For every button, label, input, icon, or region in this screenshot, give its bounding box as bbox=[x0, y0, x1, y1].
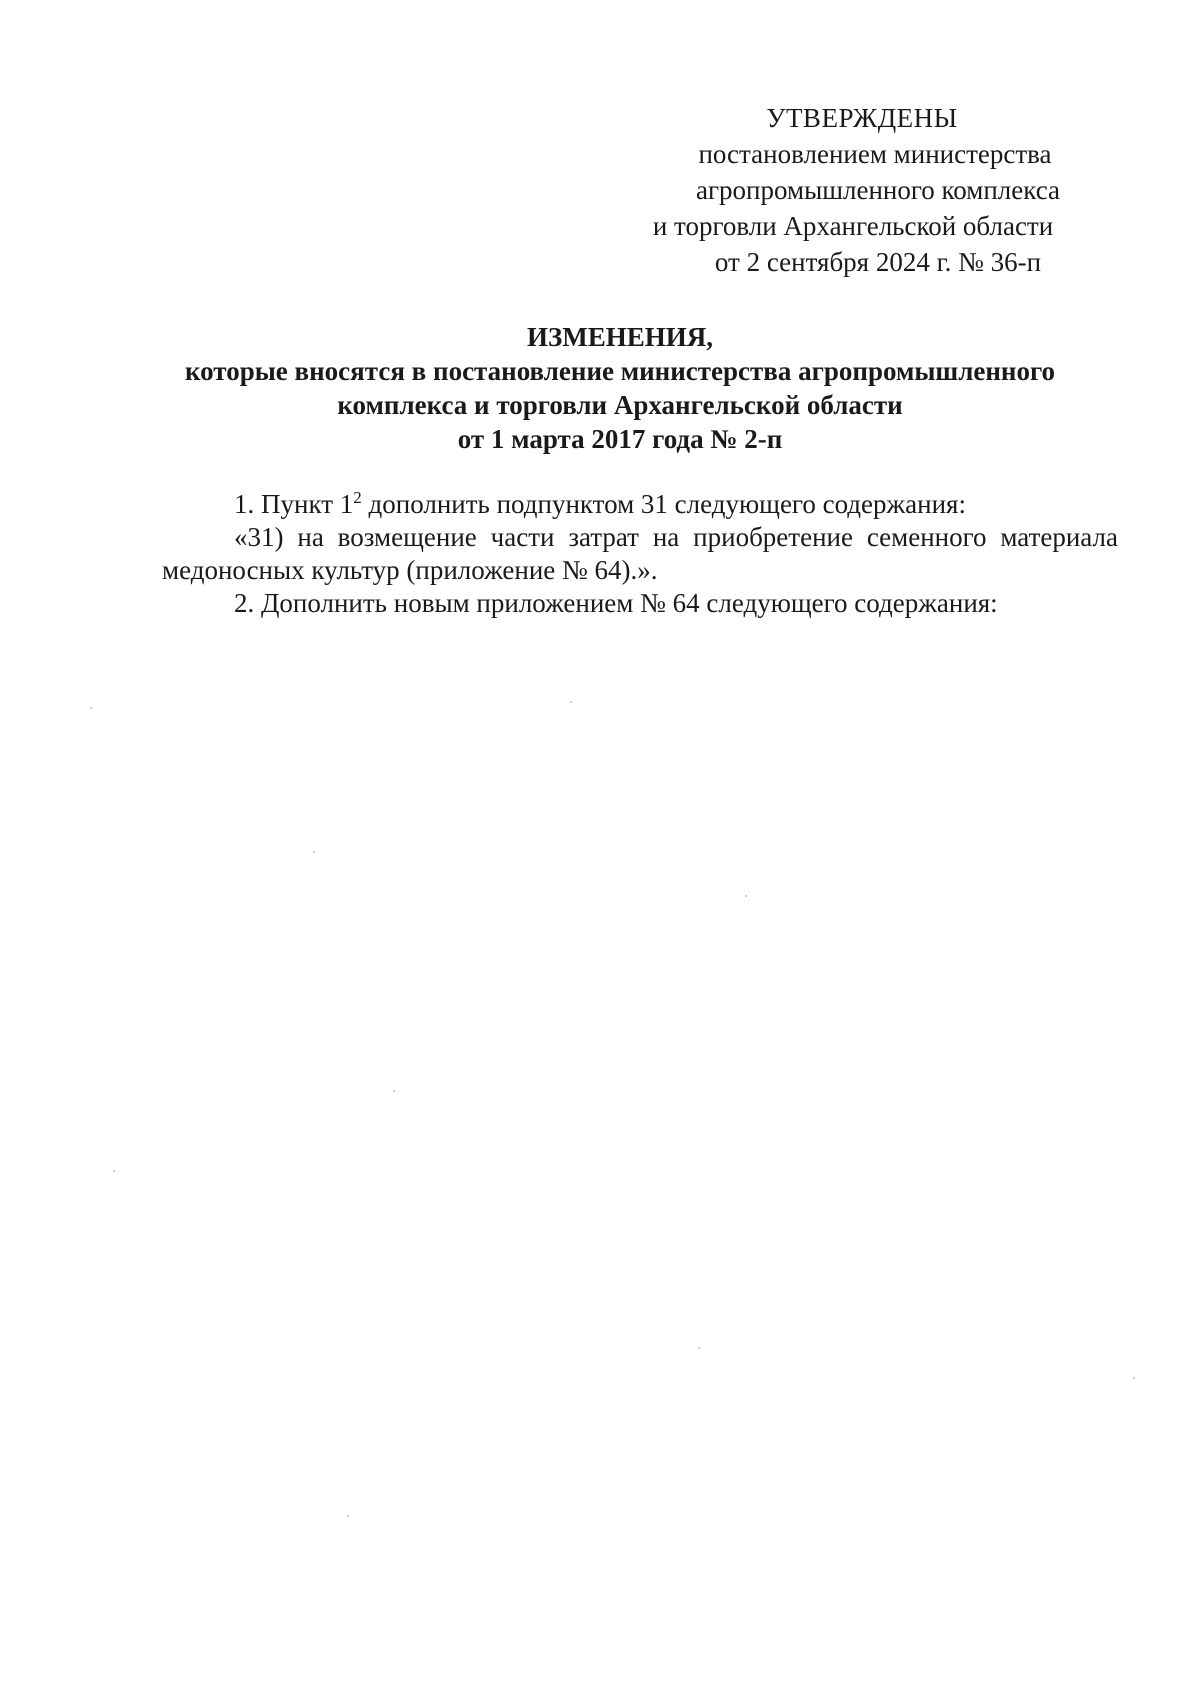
document-body bbox=[162, 488, 1118, 620]
heading-line-ministry: которые вносятся в постановление министерства агропромышленного bbox=[184, 356, 1056, 386]
item-1-suffix: дополнить подпунктом 31 следующего содержания: bbox=[361, 489, 966, 519]
heading-title: ИЗМЕНЕНИЯ, bbox=[526, 322, 713, 352]
approval-line-resolution: постановлением министерства bbox=[698, 139, 1052, 169]
scan-speck bbox=[1133, 1377, 1135, 1379]
scan-speck bbox=[113, 1170, 115, 1172]
item-1-superscript: 2 bbox=[353, 488, 362, 507]
scan-speck bbox=[745, 895, 747, 897]
approval-block bbox=[588, 100, 1108, 280]
scan-speck bbox=[698, 1347, 700, 1349]
item-2-paragraph: 2. Дополнить новым приложением № 64 следующего содержания: bbox=[234, 588, 998, 618]
approval-line-complex: агропромышленного комплекса bbox=[696, 175, 1060, 205]
document-heading bbox=[120, 320, 1120, 456]
heading-line-date-number: от 1 марта 2017 года № 2-п bbox=[457, 424, 783, 454]
scan-speck bbox=[570, 701, 572, 703]
scan-speck bbox=[90, 707, 92, 709]
quote-paragraph-line1: «31) на возмещение части затрат на приобретение семенного материала bbox=[234, 522, 1118, 552]
scan-speck bbox=[393, 1090, 395, 1092]
scan-speck bbox=[347, 1515, 349, 1517]
approval-line-date-number: от 2 сентября 2024 г. № 36-п bbox=[714, 247, 1042, 277]
heading-line-region: комплекса и торговли Архангельской области bbox=[337, 390, 903, 420]
item-1-prefix: 1. Пункт 1 bbox=[234, 489, 354, 519]
item-1-paragraph bbox=[162, 488, 1118, 521]
scan-speck bbox=[313, 851, 315, 853]
approval-title: УТВЕРЖДЕНЫ bbox=[766, 103, 958, 133]
quote-paragraph-line2: медоносных культур (приложение № 64).». bbox=[162, 555, 658, 585]
approval-line-region: и торговли Архангельской области bbox=[652, 211, 1054, 241]
